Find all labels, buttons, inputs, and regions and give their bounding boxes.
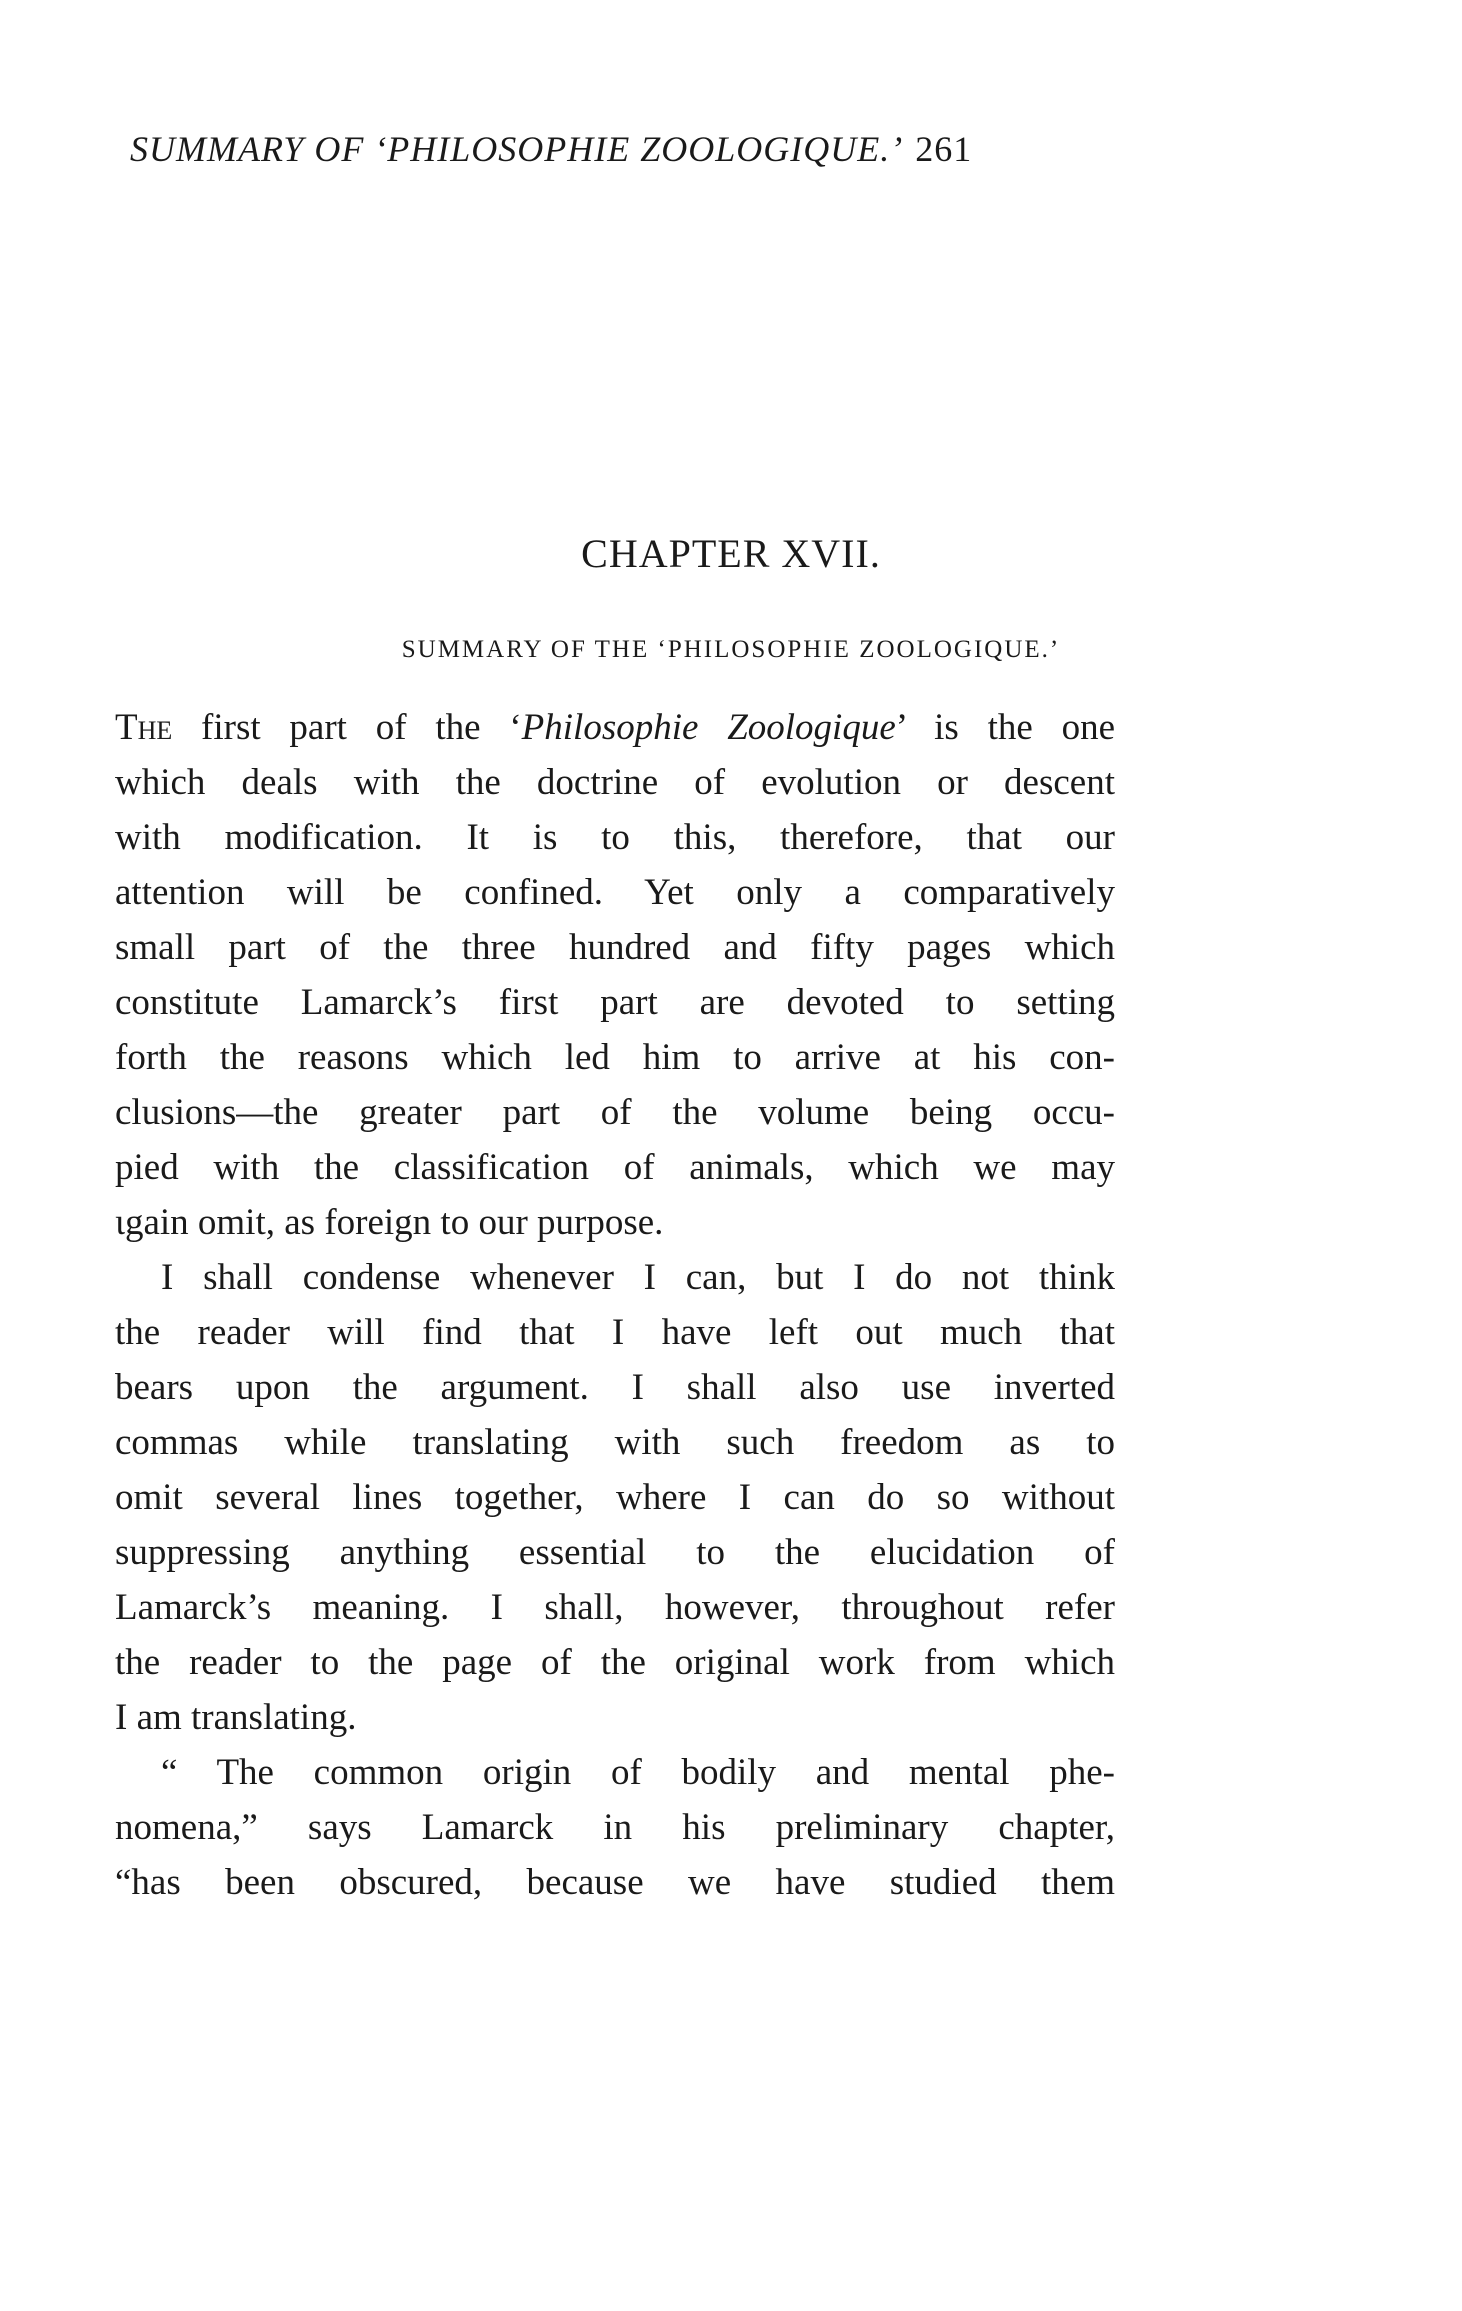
text-line: small part of the three hundred and fifty pages which xyxy=(115,927,1115,968)
chapter-title: CHAPTER XVII. xyxy=(581,531,881,576)
text-line: nomena,” says Lamarck in his preliminary chapter, xyxy=(115,1807,1115,1848)
text-line: forth the reasons which led him to arrive at his con- xyxy=(115,1037,1115,1078)
page-number: 261 xyxy=(915,129,973,169)
body-text xyxy=(115,700,1115,1910)
text-line: constitute Lamarck’s first part are devoted to setting xyxy=(115,982,1115,1023)
text-line: pied with the classification of animals, which we may xyxy=(115,1147,1115,1188)
text-line: The first part of the ‘Philosophie Zoologique’ is the one xyxy=(115,707,1115,748)
book-title-italic: Philosophie Zoologique xyxy=(521,707,896,748)
text-line: ɩgain omit, as foreign to our purpose. xyxy=(115,1202,664,1243)
text-line: the reader will find that I have left out much that xyxy=(115,1312,1115,1353)
text-line: the reader to the page of the original work from which xyxy=(115,1642,1115,1683)
text-line: I am translating. xyxy=(115,1697,357,1738)
text-line: bears upon the argument. I shall also use inverted xyxy=(115,1367,1115,1408)
text-line: commas while translating with such freedom as to xyxy=(115,1422,1115,1463)
text-line: with modification. It is to this, therefore, that our xyxy=(115,817,1115,858)
running-head xyxy=(130,128,1130,170)
text-line: omit several lines together, where I can do so without xyxy=(115,1477,1115,1518)
text-line: I shall condense whenever I can, but I do not think xyxy=(161,1257,1115,1298)
text-line: attention will be confined. Yet only a comparatively xyxy=(115,872,1115,913)
text-line: clusions—the greater part of the volume being occu- xyxy=(115,1092,1115,1133)
chapter-subtitle: SUMMARY OF THE ‘PHILOSOPHIE ZOOLOGIQUE.’ xyxy=(401,636,1061,663)
text-line: suppressing anything essential to the elucidation of xyxy=(115,1532,1115,1573)
text-line: Lamarck’s meaning. I shall, however, throughout refer xyxy=(115,1587,1115,1628)
paragraph xyxy=(115,1250,1115,1745)
lead-word: The xyxy=(115,707,173,748)
running-head-title: SUMMARY OF ‘PHILOSOPHIE ZOOLOGIQUE.’ xyxy=(130,129,904,169)
paragraph xyxy=(115,1745,1115,1910)
paragraph xyxy=(115,700,1115,1250)
text-line: “has been obscured, because we have studied them xyxy=(115,1862,1115,1903)
text-line: which deals with the doctrine of evolution or descent xyxy=(115,762,1115,803)
text-line: “ The common origin of bodily and mental phe- xyxy=(161,1752,1115,1793)
